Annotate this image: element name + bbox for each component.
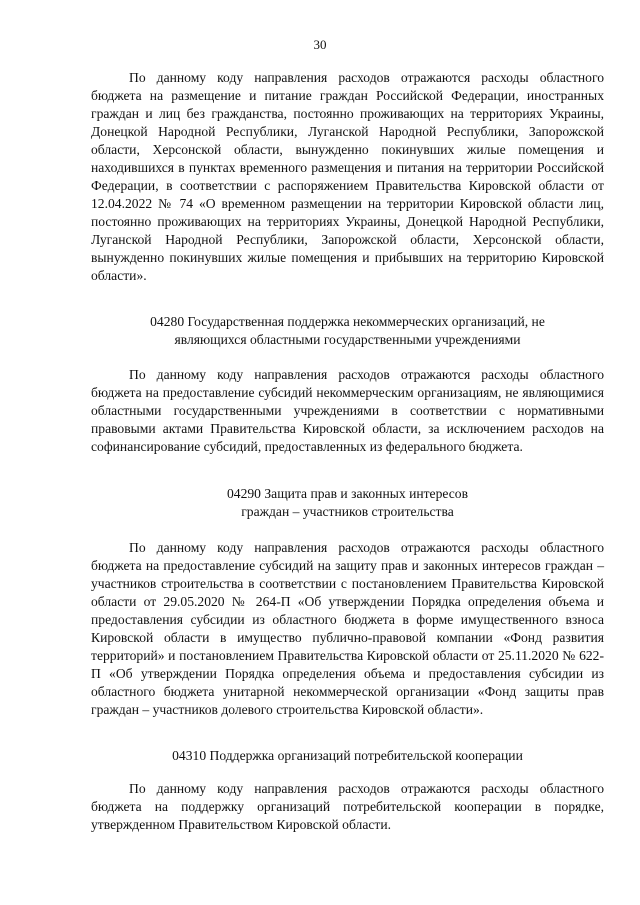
paragraph-04280-body: По данному коду направления расходов отражаются расходы областного бюджета на предоставление субсидий некоммерческим организациям, не являющимися областными государственными учреждениями в соответствии с нормативными правовыми актами Правительства Кировской области, за исключением расходов на софинансирование субсидий, предоставленных из федерального бюджета. <box>91 367 604 454</box>
section-heading-04290 <box>91 485 604 521</box>
section-heading-line: 04280 Государственная поддержка некоммерческих организаций, не <box>150 314 545 329</box>
paragraph-04270-body: По данному коду направления расходов отражаются расходы областного бюджета на размещение и питание граждан Российской Федерации, иностранных граждан и лиц без гражданства, постоянно проживающих на территориях Украины, Донецкой Народной Республики, Луганской Народной Республики, Запорожской области, Херсонской области, вынужденно покинувших жилые помещения и находившихся в пунктах временного размещения и питания на территории Российской Федерации, в соответствии с распоряжением Правительства Кировской области от 12.04.2022 № 74 «О временном размещении на территории Кировской области лиц, постоянно проживающих на территориях Украины, Донецкой Народной Республики, Луганской Народной Республики, Запорожской области, Херсонской области, вынужденно покинувших жилые помещения и прибывших на территорию Кировской области». <box>91 70 604 283</box>
paragraph-04290-body: По данному коду направления расходов отражаются расходы областного бюджета на предоставление субсидий на защиту прав и законных интересов граждан – участников строительства в соответствии с постановлением Правительства Кировской области от 29.05.2020 № 264-П «Об утверждении Порядка определения объема и предоставления субсидии из областного бюджета в форме имущественного взноса Кировской области в имущество публично-правовой компании «Фонд развития территорий» и постановлением Правительства Кировской области от 25.11.2020 № 622-П «Об утверждении Порядка определения объема и предоставления субсидии из областного бюджета унитарной некоммерческой организации «Фонд защиты прав граждан – участников долевого строительства Кировской области». <box>91 540 604 717</box>
section-heading-line: 04310 Поддержка организаций потребительской кооперации <box>172 748 523 763</box>
section-heading-line: 04290 Защита прав и законных интересов <box>226 486 469 501</box>
section-heading-line: граждан – участников строительства <box>241 504 454 519</box>
paragraph-04310-body: По данному коду направления расходов отражаются расходы областного бюджета на поддержку организаций потребительской кооперации в порядке, утвержденном Правительством Кировской области. <box>91 781 604 832</box>
section-heading-line: являющихся областными государственными учреждениями <box>174 332 521 347</box>
page-number: 30 <box>313 37 327 52</box>
section-heading-04280 <box>91 313 604 349</box>
section-heading-04310 <box>91 747 604 765</box>
